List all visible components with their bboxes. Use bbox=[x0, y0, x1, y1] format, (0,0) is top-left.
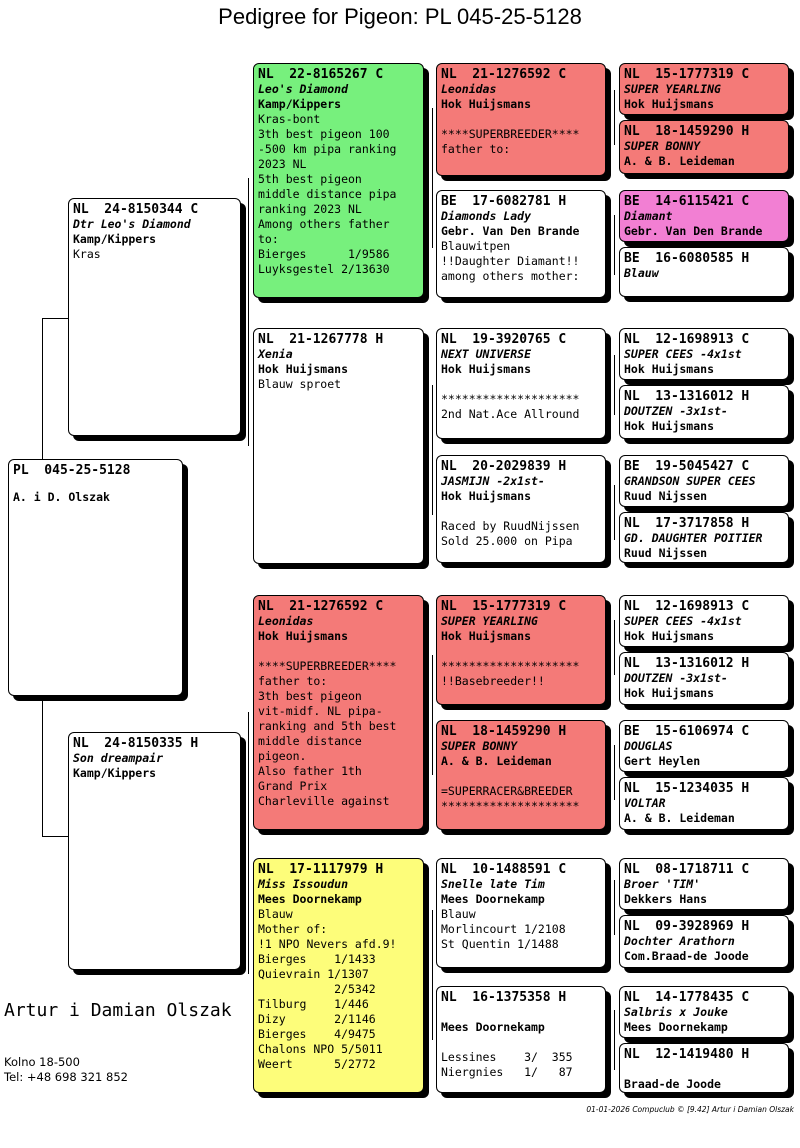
pigeon-name: SUPER BONNY bbox=[441, 739, 518, 753]
notes: Raced by RuudNijssen Sold 25.000 on Pipa bbox=[441, 519, 580, 548]
pigeon-name: Dtr Leo's Diamond bbox=[73, 217, 191, 231]
gen4-card[interactable] bbox=[619, 858, 789, 910]
gen4-card[interactable] bbox=[619, 247, 789, 297]
pigeon-name: Dochter Arathorn bbox=[624, 934, 735, 948]
ring-number: NL 22-8165267 C bbox=[258, 67, 384, 82]
owner: Hok Huijsmans bbox=[441, 489, 532, 503]
ring-number: NL 13-1316012 H bbox=[624, 389, 750, 404]
notes: =SUPERRACER&BREEDER ******************** bbox=[441, 784, 580, 813]
owner: Hok Huijsmans bbox=[441, 362, 532, 376]
connector-line bbox=[432, 655, 433, 775]
ring-number: NL 12-1698913 C bbox=[624, 332, 750, 347]
owner: Hok Huijsmans bbox=[624, 419, 715, 433]
notes: Kras bbox=[73, 247, 101, 261]
owner: Ruud Nijssen bbox=[624, 546, 708, 560]
ring-number: NL 21-1267778 H bbox=[258, 332, 384, 347]
gen4-card[interactable] bbox=[619, 63, 789, 115]
gen4-card[interactable] bbox=[619, 455, 789, 507]
notes: ****SUPERBREEDER**** father to: bbox=[441, 127, 580, 156]
connector-line bbox=[614, 90, 615, 145]
gen4-card[interactable] bbox=[619, 328, 789, 380]
connector-line bbox=[42, 836, 68, 837]
subject-card[interactable] bbox=[8, 459, 183, 696]
owner: Mees Doornekamp bbox=[441, 892, 545, 906]
pigeon-name: SUPER YEARLING bbox=[441, 614, 538, 628]
notes: Blauw Mother of: !1 NPO Nevers afd.9! Bierges 1/1433 Quievrain 1/1307 2/5342 Tilburg 1/446 Dizy 2/1146 Bierges 4/9475 Chalons NPO 5/5011 Weert 5/2772 bbox=[258, 907, 397, 1071]
pigeon-name bbox=[624, 1062, 784, 1077]
owner: Hok Huijsmans bbox=[441, 629, 532, 643]
notes: ******************** !!Basebreeder!! bbox=[441, 659, 580, 688]
pigeon-name: SUPER YEARLING bbox=[624, 82, 721, 96]
notes: Lessines 3/ 355 Niergnies 1/ 87 bbox=[441, 1050, 573, 1079]
gen4-card[interactable] bbox=[619, 1043, 789, 1093]
pigeon-name: GRANDSON SUPER CEES bbox=[624, 474, 756, 488]
gen3-card[interactable] bbox=[436, 595, 606, 705]
owner: Hok Huijsmans bbox=[441, 97, 532, 111]
notes: Blauw sproet bbox=[258, 377, 342, 391]
gen4-card[interactable] bbox=[619, 120, 789, 174]
notes: Kras-bont 3th best pigeon 100 -500 km pipa ranking 2023 NL 5th best pigeon middle distance pipa ranking 2023 NL Among others father to: Bierges 1/9586 Luyksgestel 2/13630 bbox=[258, 112, 397, 276]
owner: Hok Huijsmans bbox=[624, 629, 715, 643]
ring-number: BE 19-5045427 C bbox=[624, 459, 750, 474]
pigeon-name: NEXT UNIVERSE bbox=[441, 347, 532, 361]
pigeon-name: Xenia bbox=[258, 347, 293, 361]
owner: Gert Heylen bbox=[624, 754, 701, 768]
ring-number: NL 15-1234035 H bbox=[624, 781, 750, 796]
ring-number: NL 18-1459290 H bbox=[441, 724, 567, 739]
connector-line bbox=[614, 745, 615, 800]
gen3-card[interactable] bbox=[436, 455, 606, 563]
pigeon-name: DOUGLAS bbox=[624, 739, 673, 753]
ring-number: NL 24-8150335 H bbox=[73, 736, 199, 751]
gen3-card[interactable] bbox=[436, 720, 606, 830]
owner: Hok Huijsmans bbox=[258, 629, 349, 643]
owner: A. i D. Olszak bbox=[13, 490, 110, 504]
notes: Blauwitpen !!Daughter Diamant!! among others mother: bbox=[441, 239, 580, 283]
ring-number: BE 17-6082781 H bbox=[441, 194, 567, 209]
owner: Hok Huijsmans bbox=[624, 97, 715, 111]
notes: Blauw Morlincourt 1/2108 St Quentin 1/1488 bbox=[441, 907, 566, 951]
breeder-address: Kolno 18-500 Tel: +48 698 321 852 bbox=[4, 1055, 128, 1084]
connector-line bbox=[248, 178, 249, 446]
ring-number: NL 09-3928969 H bbox=[624, 919, 750, 934]
connector-line bbox=[248, 712, 249, 974]
ring-number: NL 21-1276592 C bbox=[441, 67, 567, 82]
pigeon-name: SUPER CEES -4x1st bbox=[624, 347, 742, 361]
pigeon-name: Salbris x Jouke bbox=[624, 1005, 728, 1019]
owner: Braad-de Joode bbox=[624, 1077, 721, 1091]
ring-number: NL 15-1777319 C bbox=[624, 67, 750, 82]
gen4-card[interactable] bbox=[619, 190, 789, 242]
notes: ****SUPERBREEDER**** father to: 3th best pigeon vit-midf. NL pipa- ranking and 5th best middle distance pigeon. Also father 1th Grand Prix Charleville against bbox=[258, 659, 397, 808]
ring-number: NL 13-1316012 H bbox=[624, 656, 750, 671]
connector-line bbox=[432, 108, 433, 248]
gen4-card[interactable] bbox=[619, 915, 789, 968]
ring-number: NL 17-1117979 H bbox=[258, 862, 384, 877]
owner: A. & B. Leideman bbox=[624, 154, 735, 168]
ring-number: NL 24-8150344 C bbox=[73, 202, 199, 217]
ring-number: NL 21-1276592 C bbox=[258, 599, 384, 614]
ring-number: BE 14-6115421 C bbox=[624, 194, 750, 209]
gen3-card[interactable] bbox=[436, 190, 606, 298]
ring-number: NL 19-3920765 C bbox=[441, 332, 567, 347]
ring-number: NL 12-1419480 H bbox=[624, 1047, 750, 1062]
pigeon-name: GD. DAUGHTER POITIER bbox=[624, 531, 763, 545]
page-title: Pedigree for Pigeon: PL 045-25-5128 bbox=[218, 4, 582, 29]
pigeon-name: SUPER CEES -4x1st bbox=[624, 614, 742, 628]
owner: Kamp/Kippers bbox=[73, 766, 157, 780]
ring-number: NL 17-3717858 H bbox=[624, 516, 750, 531]
owner: Mees Doornekamp bbox=[624, 1020, 728, 1034]
pigeon-name: Broer 'TIM' bbox=[624, 877, 701, 891]
pigeon-name: Diamonds Lady bbox=[441, 209, 532, 223]
owner: A. & B. Leideman bbox=[441, 754, 552, 768]
ring-number: NL 14-1778435 C bbox=[624, 990, 750, 1005]
ring-number: NL 16-1375358 H bbox=[441, 990, 567, 1005]
owner: Kamp/Kippers bbox=[258, 97, 342, 111]
ring-number: NL 20-2029839 H bbox=[441, 459, 567, 474]
pigeon-name: DOUTZEN -3x1st- bbox=[624, 404, 728, 418]
connector-line bbox=[432, 910, 433, 1040]
owner: Hok Huijsmans bbox=[258, 362, 349, 376]
connector-line bbox=[42, 318, 68, 319]
connector-line bbox=[432, 385, 433, 515]
connector-line bbox=[614, 620, 615, 675]
notes: ******************** 2nd Nat.Ace Allround bbox=[441, 392, 580, 421]
gen4-card[interactable] bbox=[619, 720, 789, 772]
sire-card[interactable] bbox=[68, 198, 241, 436]
footer-text: 01-01-2026 Compuclub © [9.42] Artur i Damian Olszak bbox=[586, 1105, 794, 1114]
owner: Com.Braad-de Joode bbox=[624, 949, 749, 963]
pigeon-name: Snelle late Tim bbox=[441, 877, 545, 891]
breeder-name: Artur i Damian Olszak bbox=[4, 1000, 232, 1021]
connector-line bbox=[614, 880, 615, 935]
granddam-dam-card[interactable] bbox=[253, 858, 424, 1093]
ring-number: NL 15-1777319 C bbox=[441, 599, 567, 614]
owner: Gebr. Van Den Brande bbox=[624, 224, 763, 238]
grandsire-dam-card[interactable] bbox=[253, 595, 424, 830]
ring-number: BE 15-6106974 C bbox=[624, 724, 750, 739]
pigeon-name: Diamant bbox=[624, 209, 673, 223]
grandsire-sire-card[interactable] bbox=[253, 63, 424, 298]
connector-line bbox=[614, 1010, 615, 1070]
ring-number: PL 045-25-5128 bbox=[13, 463, 131, 478]
pigeon-name: Son dreampair bbox=[73, 751, 164, 765]
gen4-card[interactable] bbox=[619, 986, 789, 1038]
gen4-card[interactable] bbox=[619, 512, 789, 563]
connector-line bbox=[614, 485, 615, 540]
owner: Hok Huijsmans bbox=[624, 362, 715, 376]
owner: A. & B. Leideman bbox=[624, 811, 735, 825]
pigeon-name bbox=[441, 1005, 601, 1020]
owner: Mees Doornekamp bbox=[441, 1020, 545, 1034]
dam-card[interactable] bbox=[68, 732, 241, 970]
pigeon-name: JASMIJN -2x1st- bbox=[441, 474, 545, 488]
gen3-card[interactable] bbox=[436, 63, 606, 176]
gen4-card[interactable] bbox=[619, 595, 789, 647]
owner: Gebr. Van Den Brande bbox=[441, 224, 580, 238]
gen3-card[interactable] bbox=[436, 328, 606, 439]
pigeon-name: Miss Issoudun bbox=[258, 877, 349, 891]
owner: Mees Doornekamp bbox=[258, 892, 362, 906]
connector-line bbox=[614, 215, 615, 275]
pigeon-name: SUPER BONNY bbox=[624, 139, 701, 153]
pigeon-name: Leo's Diamond bbox=[258, 82, 349, 96]
owner: Dekkers Hans bbox=[624, 892, 708, 906]
pigeon-name: Leonidas bbox=[441, 82, 497, 96]
owner: Kamp/Kippers bbox=[73, 232, 157, 246]
ring-number: NL 08-1718711 C bbox=[624, 862, 750, 877]
connector-line bbox=[614, 355, 615, 415]
ring-number: NL 18-1459290 H bbox=[624, 124, 750, 139]
owner: Ruud Nijssen bbox=[624, 489, 708, 503]
granddam-sire-card[interactable] bbox=[253, 328, 424, 564]
ring-number: NL 12-1698913 C bbox=[624, 599, 750, 614]
ring-number: NL 10-1488591 C bbox=[441, 862, 567, 877]
pigeon-name: Blauw bbox=[624, 266, 659, 280]
pigeon-name: VOLTAR bbox=[624, 796, 666, 810]
pigeon-name: DOUTZEN -3x1st- bbox=[624, 671, 728, 685]
ring-number: BE 16-6080585 H bbox=[624, 251, 750, 266]
gen4-card[interactable] bbox=[619, 385, 789, 439]
pigeon-name: Leonidas bbox=[258, 614, 314, 628]
gen4-card[interactable] bbox=[619, 777, 789, 830]
gen4-card[interactable] bbox=[619, 652, 789, 705]
gen3-card[interactable] bbox=[436, 858, 606, 968]
gen3-card[interactable] bbox=[436, 986, 606, 1093]
owner: Hok Huijsmans bbox=[624, 686, 715, 700]
